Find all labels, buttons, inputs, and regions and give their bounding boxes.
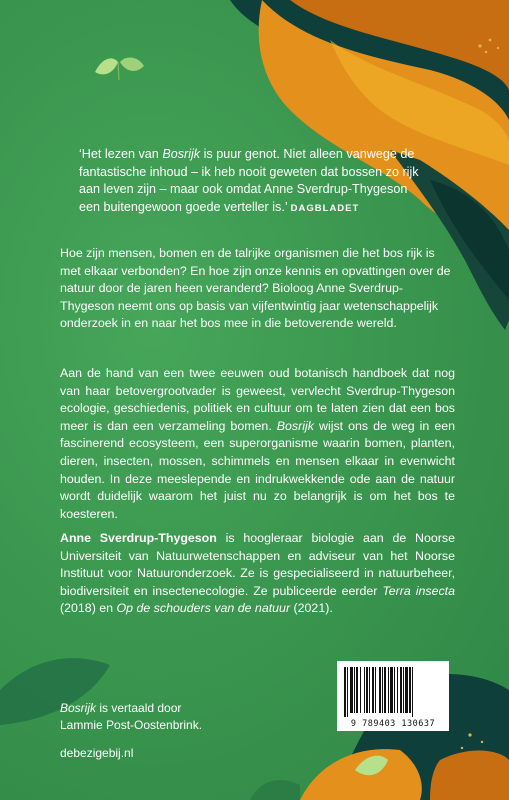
description-paragraph-1: Hoe zijn mensen, bomen en de talrijke organismen die het bos rijk is met elkaar verbonden? En hoe zijn onze kennis en opvattingen over de natuur door de jaren heen veranderd? Bioloog Anne Sverdrup-Thygeson neemt ons op basis van vijfentwintig jaar wetenschappelijk onderzoek in en naar het bos mee in die betoverende wereld. xyxy=(60,246,451,331)
barcode-bar xyxy=(403,667,404,713)
translator-credit xyxy=(60,700,202,734)
barcode-bar xyxy=(360,667,361,713)
author-bio-text1: is hoogleraar biologie aan de Noorse Universiteit van Natuurwetenschappen en adviseur van het Noorse Instituut voor Natuuronderzoek. Ze is gespecialiseerd in natuurbeheer, biodiversiteit en insectenecologie. Ze publiceerde eerder xyxy=(60,531,455,598)
quote-source: DAGBLADET xyxy=(290,202,360,214)
translator-book-title: Bosrijk xyxy=(60,701,97,715)
green-leaf-bottom xyxy=(250,780,300,800)
quote-book-title: Bosrijk xyxy=(162,147,201,161)
barcode-bar xyxy=(364,667,365,713)
author-bio-text3: (2021). xyxy=(290,601,333,616)
barcode-bar xyxy=(356,667,358,713)
barcode-bar xyxy=(405,667,408,713)
barcode-bar xyxy=(409,667,411,713)
barcode-bar xyxy=(375,667,376,713)
barcode-bar xyxy=(369,667,370,713)
barcode-bar xyxy=(394,667,395,713)
paragraph2-part2: wijst ons de weg in een fascinerend ecosysteem, een superorganisme waarin bomen, planten, dieren, insecten, mossen, schimmels en mensen elkaar in evenwicht houden. In deze meeslepende en indrukwekkende ode aan de natuur wordt duidelijk waarom het juist nu zo belangrijk is om het bos te koesteren. xyxy=(60,418,455,521)
description-paragraph-2 xyxy=(60,365,455,523)
isbn-barcode xyxy=(337,661,449,731)
barcode-bar xyxy=(384,667,386,713)
barcode-bar xyxy=(397,667,398,713)
author-name: Anne Sverdrup-Thygeson xyxy=(60,531,217,545)
barcode-bar xyxy=(372,667,374,713)
barcode-bar xyxy=(347,667,348,717)
isbn-number: 9 789403 130637 xyxy=(350,719,436,729)
barcode-bar xyxy=(390,667,393,713)
author-book1: Terra insecta xyxy=(382,583,455,598)
author-bio xyxy=(60,530,455,618)
barcode-bar xyxy=(412,667,413,717)
orange-leaf-bottom xyxy=(300,749,422,800)
barcode-bar xyxy=(382,667,383,713)
quote-open: ‘Het lezen van xyxy=(79,147,163,161)
author-bio-text2: (2018) en xyxy=(60,601,117,616)
quote-text: is puur genot. Niet alleen vanwege de fantastische inhoud – ik heb nooit geweten dat bossen zo rijk aan leven zijn – maar ook omdat Anne Sverdrup-Thygeson een buitengewoon goede verteller is.’ xyxy=(79,147,419,214)
paragraph2-part1: Aan de hand van een twee eeuwen oud botanisch handboek dat nog van haar betovergrootvader is geweest, vervlecht Sverdrup-Thygeson ecologie, geschiedenis, politiek en cultuur om te laten zien dat een bos meer is dan een verzameling bomen. xyxy=(60,366,455,433)
barcode-bar xyxy=(400,667,402,713)
author-book2: Op de schouders van de natuur xyxy=(116,601,291,616)
barcode-bar xyxy=(366,667,368,713)
barcode-bar xyxy=(388,667,389,713)
paragraph2-book-title: Bosrijk xyxy=(276,418,314,433)
translator-text: is vertaald door xyxy=(96,701,182,715)
barcode-bar xyxy=(354,667,355,713)
barcode-bar xyxy=(350,667,353,713)
barcode-bar xyxy=(379,667,381,713)
butterfly-icon xyxy=(95,57,144,80)
review-quote xyxy=(79,146,421,217)
translator-name: Lammie Post-Oostenbrink. xyxy=(60,718,203,732)
publisher-website[interactable]: debezigebij.nl xyxy=(60,746,134,760)
barcode-bar xyxy=(344,667,346,717)
barcode-bars xyxy=(343,667,443,717)
